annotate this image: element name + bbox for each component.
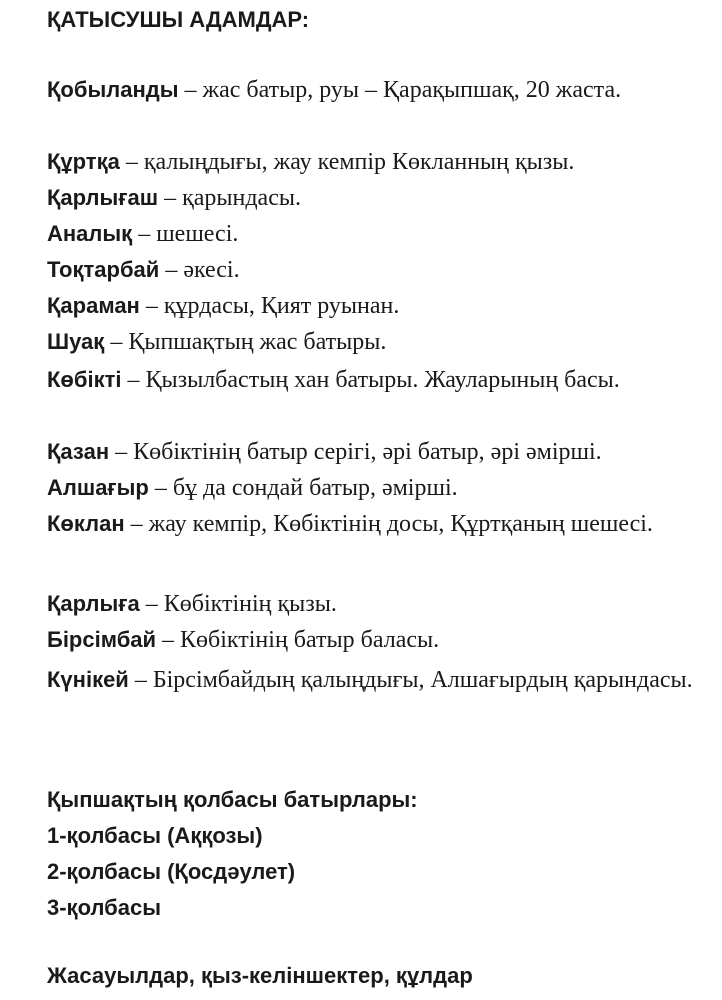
- character-name: Бірсімбай: [47, 627, 157, 652]
- character-description: – Қыпшақтың жас батыры.: [104, 329, 387, 355]
- character-entry: [0, 434, 712, 470]
- character-name: Қарлыға: [47, 591, 140, 616]
- character-name: Қобыланды: [47, 77, 179, 102]
- character-description: – Қызылбастың хан батыры. Жауларының басы.: [121, 367, 620, 393]
- character-entry: [0, 662, 712, 698]
- commander-name: (Қосдәулет): [167, 859, 296, 884]
- commander-item: [47, 854, 295, 890]
- character-name: Тоқтарбай: [47, 257, 160, 282]
- character-description: – жау кемпір, Көбіктінің досы, Құртқаның шешесі.: [124, 511, 653, 537]
- character-entry: [0, 622, 712, 658]
- character-description: – шешесі.: [132, 221, 239, 247]
- character-description: – бұ да сондай батыр, әмірші.: [148, 475, 458, 501]
- character-entry: [0, 506, 712, 542]
- character-name: Алшағыр: [47, 475, 149, 500]
- character-entry: [0, 144, 712, 180]
- character-description: – жас батыр, руы – Қарақыпшақ, 20 жаста.: [178, 77, 622, 103]
- character-name: Қарлығаш: [47, 185, 159, 210]
- character-entry: [0, 288, 712, 324]
- character-entry: [0, 324, 712, 360]
- commanders-heading: Қыпшақтың қолбасы батырлары:: [47, 787, 418, 812]
- character-description: – Көбіктінің қызы.: [139, 591, 337, 617]
- character-name: Қазан: [47, 439, 110, 464]
- character-name: Көбікті: [47, 367, 122, 392]
- commander-item: [47, 890, 161, 926]
- character-description: – құрдасы, Қият руынан.: [139, 293, 400, 319]
- character-entry: [0, 216, 712, 252]
- extras-line: Жасауылдар, қыз-келіншектер, құлдар: [47, 963, 473, 988]
- character-entry: [0, 180, 712, 216]
- commander-prefix: 2-қолбасы: [47, 859, 168, 884]
- character-description: – Көбіктінің батыр баласы.: [156, 627, 440, 653]
- cast-heading: ҚАТЫСУШЫ АДАМДАР:: [47, 7, 310, 32]
- commander-name: (Аққозы): [167, 823, 263, 848]
- character-name: Құртқа: [47, 149, 120, 174]
- character-entry: [0, 72, 712, 108]
- commander-item: [47, 818, 263, 854]
- character-description: – Бірсімбайдың қалыңдығы, Алшағырдың қарындасы.: [128, 667, 693, 693]
- character-description: – Көбіктінің батыр серігі, әрі батыр, әрі әмірші.: [109, 439, 602, 465]
- character-name: Аналық: [47, 221, 133, 246]
- character-name: Шуақ: [47, 329, 105, 354]
- character-description: – әкесі.: [159, 257, 240, 283]
- commander-prefix: 1-қолбасы: [47, 823, 168, 848]
- character-name: Күнікей: [47, 667, 129, 692]
- character-entry: [0, 252, 712, 288]
- character-entry: [0, 362, 712, 398]
- character-description: – қарындасы.: [158, 185, 301, 211]
- character-name: Көклан: [47, 511, 125, 536]
- character-entry: [0, 586, 712, 622]
- character-description: – қалыңдығы, жау кемпір Көкланның қызы.: [119, 149, 575, 175]
- commander-prefix: 3-қолбасы: [47, 895, 161, 920]
- character-name: Қараман: [47, 293, 140, 318]
- character-entry: [0, 470, 712, 506]
